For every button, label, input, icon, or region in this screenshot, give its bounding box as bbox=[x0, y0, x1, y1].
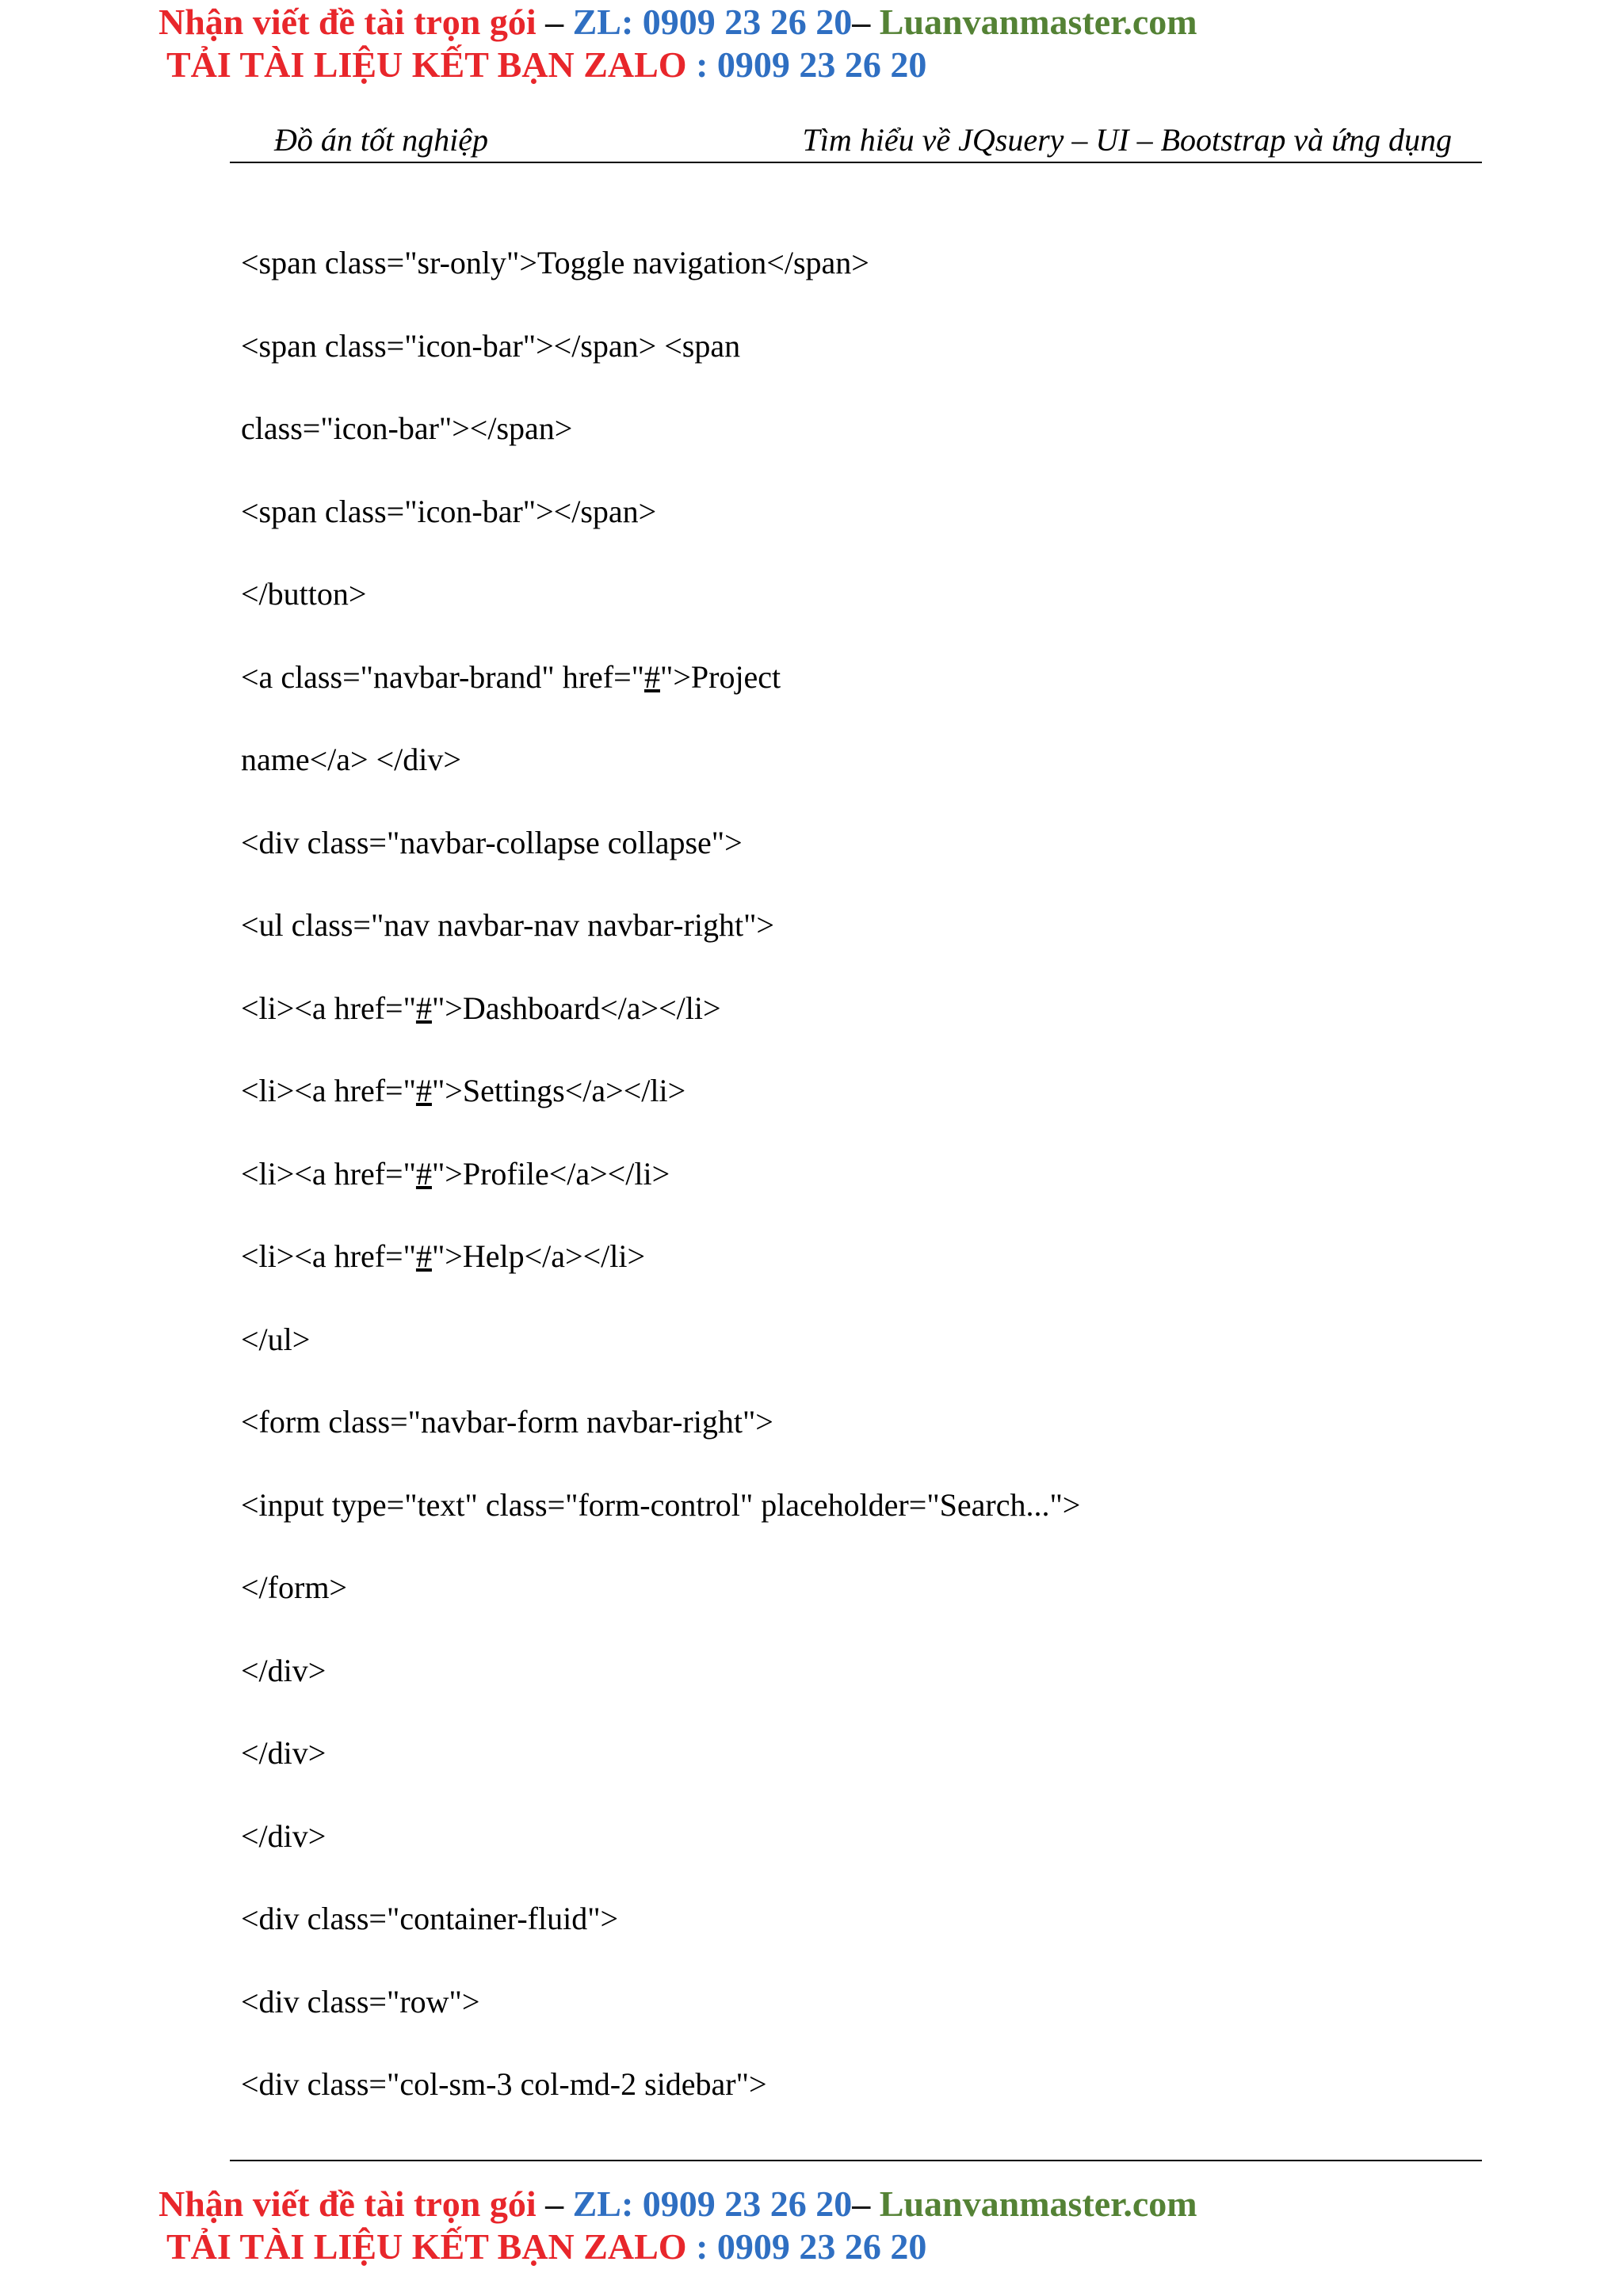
code-line bbox=[241, 2043, 1477, 2126]
code-text: ">Help</a></li> bbox=[431, 1238, 646, 1274]
running-header bbox=[230, 120, 1482, 163]
promo-separator: – bbox=[852, 2183, 880, 2224]
code-text: </form> bbox=[241, 1569, 347, 1605]
code-text: </div> bbox=[241, 1652, 327, 1688]
code-line bbox=[241, 1381, 1477, 1464]
promo-line-2 bbox=[166, 2225, 926, 2269]
code-text: ">Project bbox=[659, 658, 781, 695]
code-hash-link[interactable]: # bbox=[415, 1073, 432, 1108]
code-line bbox=[241, 802, 1477, 885]
promo-line-1 bbox=[158, 2182, 1197, 2226]
code-text: <div class="col-sm-3 col-md-2 sidebar"> bbox=[241, 2066, 767, 2102]
code-text: class="icon-bar"></span> bbox=[241, 410, 573, 446]
code-line bbox=[241, 967, 1477, 1051]
code-line bbox=[241, 222, 1477, 305]
footer-rule bbox=[230, 2160, 1482, 2161]
promo-separator: – bbox=[852, 2, 880, 42]
code-text: </div> bbox=[241, 1817, 327, 1854]
code-text: <span class="icon-bar"></span> <span bbox=[241, 327, 741, 364]
code-text: <input type="text" class="form-control" placeholder="Search..."> bbox=[241, 1486, 1081, 1523]
promo-zalo-text: ZL: 0909 23 26 20 bbox=[572, 2, 853, 42]
code-listing bbox=[241, 222, 1477, 2126]
code-text: </ul> bbox=[241, 1321, 311, 1357]
code-line bbox=[241, 387, 1477, 471]
code-line bbox=[241, 1050, 1477, 1133]
code-hash-link[interactable]: # bbox=[415, 990, 432, 1026]
code-text: <form class="navbar-form navbar-right"> bbox=[241, 1404, 773, 1440]
code-line bbox=[241, 1712, 1477, 1795]
promo-offer-text: Nhận viết đề tài trọn gói bbox=[158, 2, 537, 42]
code-text: ">Settings</a></li> bbox=[431, 1073, 686, 1108]
code-line bbox=[241, 1795, 1477, 1878]
code-hash-link[interactable]: # bbox=[415, 1238, 432, 1274]
code-line bbox=[241, 1630, 1477, 1713]
code-text: <ul class="nav navbar-nav navbar-right"> bbox=[241, 907, 774, 943]
code-line bbox=[241, 1547, 1477, 1630]
code-text: ">Profile</a></li> bbox=[431, 1155, 670, 1192]
code-line bbox=[241, 884, 1477, 967]
code-line bbox=[241, 1299, 1477, 1382]
header-left-title: Đồ án tốt nghiệp bbox=[274, 122, 488, 158]
code-line bbox=[241, 553, 1477, 636]
code-line bbox=[241, 1215, 1477, 1299]
promo-line-2 bbox=[166, 43, 926, 87]
code-line bbox=[241, 1464, 1477, 1547]
promo-download-separator: : bbox=[686, 44, 717, 85]
promo-download-phone: 0909 23 26 20 bbox=[716, 44, 927, 85]
promo-download-separator: : bbox=[686, 2226, 717, 2267]
promo-site-link[interactable]: Luanvanmaster.com bbox=[879, 2183, 1197, 2224]
code-text: </button> bbox=[241, 576, 367, 612]
promo-separator: – bbox=[536, 2, 573, 42]
code-text: <li><a href=" bbox=[241, 1238, 416, 1274]
promo-download-text: TẢI TÀI LIỆU KẾT BẠN ZALO bbox=[166, 44, 687, 85]
header-right-title: Tìm hiểu về JQsuery – UI – Bootstrap và ứng dụng bbox=[802, 122, 1452, 158]
promo-site-link[interactable]: Luanvanmaster.com bbox=[879, 2, 1197, 42]
code-text: <span class="sr-only">Toggle navigation</span> bbox=[241, 245, 869, 280]
code-text: </div> bbox=[241, 1735, 327, 1771]
code-text: <li><a href=" bbox=[241, 1155, 416, 1192]
code-text: <div class="container-fluid"> bbox=[241, 1901, 619, 1936]
promo-download-phone: 0909 23 26 20 bbox=[716, 2226, 927, 2267]
promo-separator: – bbox=[536, 2183, 573, 2224]
code-line bbox=[241, 1133, 1477, 1216]
promo-download-text: TẢI TÀI LIỆU KẾT BẠN ZALO bbox=[166, 2226, 687, 2267]
promo-zalo-text: ZL: 0909 23 26 20 bbox=[572, 2183, 853, 2224]
code-text: name</a> </div> bbox=[241, 742, 461, 777]
code-line bbox=[241, 1878, 1477, 1961]
code-text: ">Dashboard</a></li> bbox=[431, 990, 721, 1026]
promo-offer-text: Nhận viết đề tài trọn gói bbox=[158, 2183, 537, 2224]
code-text: <span class="icon-bar"></span> bbox=[241, 493, 657, 529]
code-line bbox=[241, 636, 1477, 719]
code-line bbox=[241, 471, 1477, 554]
code-text: <a class="navbar-brand" href=" bbox=[241, 658, 644, 695]
promo-line-1 bbox=[158, 0, 1197, 44]
code-line bbox=[241, 305, 1477, 388]
code-text: <div class="row"> bbox=[241, 1983, 480, 2019]
code-hash-link[interactable]: # bbox=[643, 658, 660, 695]
code-text: <li><a href=" bbox=[241, 1073, 416, 1108]
code-text: <div class="navbar-collapse collapse"> bbox=[241, 824, 743, 860]
code-line bbox=[241, 719, 1477, 802]
code-line bbox=[241, 1961, 1477, 2044]
code-text: <li><a href=" bbox=[241, 990, 416, 1026]
code-hash-link[interactable]: # bbox=[415, 1155, 432, 1192]
